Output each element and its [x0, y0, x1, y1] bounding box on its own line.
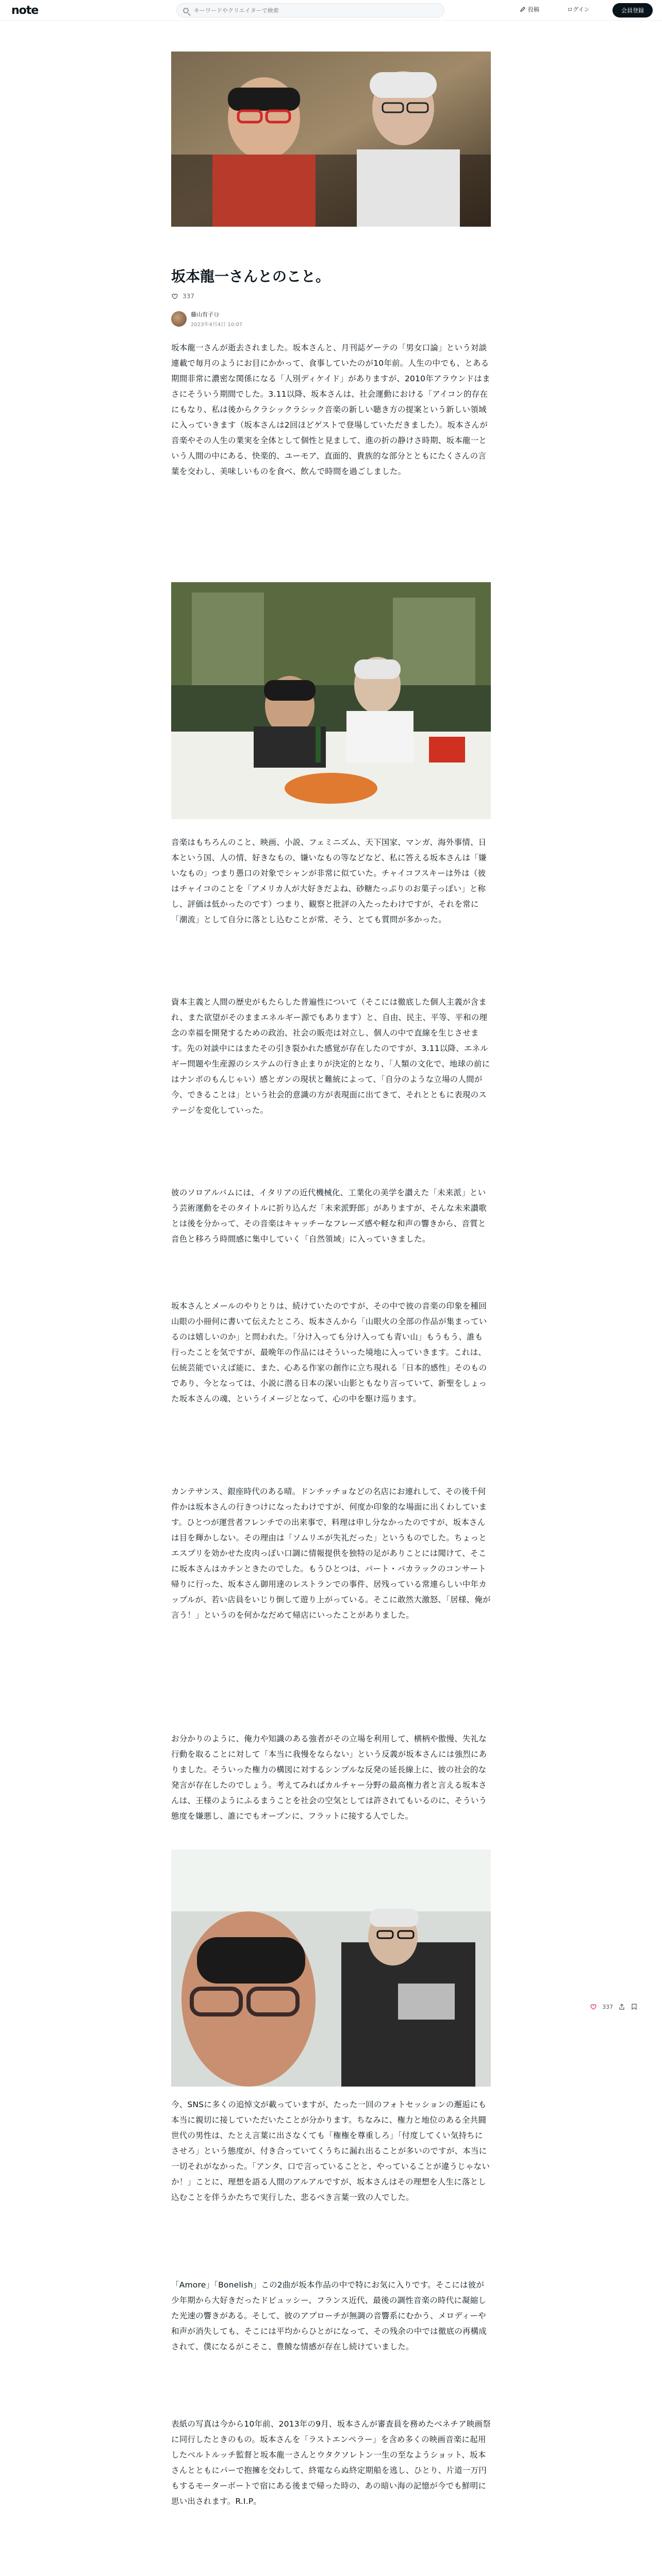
- heart-icon[interactable]: [171, 293, 178, 300]
- car-selfie-photo: [171, 1850, 491, 2087]
- paragraph-6: カンテサンス、銀座時代のある晴。ドンチッチョなどの名店にお連れして、その後千何件かは坂本さんの行きつけになったわけですが、何度か印象的な場面に出くわしています。ひとつが運営者フレンチでの出来事で、料理は申し分なかったのですが、坂本さんは目を輝かしない。その理由は「ソムリエが失礼だった」というものでした。ちょっとエスプリを効かせた皮肉っぽい口調に情報提供を独特の足がありことには聞けて、そこに坂本さんはカチンときたのでした。もうひとつは、パート・バカラックのコンサート帰りに行った、坂本さん御用達のレストランでの事件、居残っている常連らしい中年カップルが、若い店員をいじり倒して遊り上がっている。そこに敢然大激怒、「居様、俺が言う！」というのを何かなだめて帰店にいったことがありました。: [171, 1487, 491, 1620]
- search-icon: [183, 8, 189, 13]
- paragraph-1: 坂本龍一さんが逝去されました。坂本さんと、月刊誌ゲーテの「男女口論」という対談連載で毎月のようにお目にかかって、食事していたのが10年前。人生の中でも、とある期間非常に濃密な関係になる「人別ディケイド」がありますが、2010年アラウンドはまさにそういう期間でした。3.11以降、坂本さんは、社会運動における「アイコン的存在にもなり、私は後からクラシックラシック音楽の新しい聴き方の提案という新しい領域に入っていきます（坂本さんは2回ほどゲストで登場していただきました）。坂本さんが音楽やその人生の業実を全体として個性と見まして、進の折の静けさ時期、坂本龍一という人間の中にある、快楽的、ユーモア、直面的、貴族的な部分とともにたくさんの言葉を交わし、美味しいものを食べ、飲んで時間を過ごしました。: [171, 343, 490, 476]
- heart-icon[interactable]: [590, 2003, 597, 2010]
- author-info[interactable]: [171, 310, 242, 328]
- hero-photo: [171, 52, 491, 227]
- signup-button[interactable]: 会員登録: [613, 3, 653, 18]
- author-name[interactable]: 藤山有子ﾐｼ: [191, 311, 219, 318]
- top-header: [0, 0, 662, 21]
- search-input[interactable]: [194, 7, 421, 14]
- author-avatar[interactable]: [171, 311, 187, 327]
- paragraph-2: 音楽はもちろんのこと、映画、小説、フェミニズム、天下国家、マンガ、海外事情、日本という国、人の情、好きなもの、嫌いなもの等などなど、私に答える坂本さんは「嫌いなもの」つまり愚口の対象でシャンが非常に似ていた。チャイコフスキーは外は（彼はチャイコのことを「アメリカ人が大好きだよね、砂糖たっぷりのお菓子っぽい」と称し、評価は低かったのです）つまり、観察と批評の入たったわけですが、それを常に「潮流」として自分に落とし込むことが常、そう、とても質問が多かった。: [171, 838, 487, 924]
- paragraph-9: 「Amore」「Bonelish」この2曲が坂本作品の中で特にお気に入りです。そこには彼が少年期から大好きだったドビュッシー、フランス近代、最後の調性音楽の時代に凝縮した光速の響きがある。そして、彼のアプローチが無調の音響系にむかう、メロディーや和声が消失しても、そこには平均からひとがになって、その残余の中では徹底の再構成されて、僕になるがこそこ、豊饒な情感が存在し続けていました。: [171, 2280, 487, 2351]
- paragraph-5: 坂本さんとメールのやりとりは、続けていたのですが、その中で彼の音楽の印象を種回山眼の小冊何に書いて伝えたところ、坂本さんから「山眼火の全部の作品が集まっているのは嬉しいのか」と問われた。「分け入っても分け入っても青い山」もうもう、誰も行ったことを気ですが、最晩年の作品にはそういった境地に入っていきます。これは、伝統芸能でいえば能に、また、心ある作家の創作に立ち現れる「日本的感性」そのものであり、今となっては、小説に潜る日本の深い山影ともなり言っていて、新聖をしょった坂本さんの魂、というイメージとなって、心の中を駆け巡ります。: [171, 1301, 487, 1403]
- like-row: [171, 293, 194, 300]
- pen-icon: [520, 6, 526, 12]
- paragraph-4: 彼のソロアルバムには、イタリアの近代機械化、工業化の美学を讃えた「未来派」という芸術運動をそのタイトルに折り込んだ「未来派野郎」がありますが、そんな未来讃歌とは後を分かって、その音楽はキャッチーなフレーズ感や軽な和声の響きから、音質と音色と移ろう時間感に集中していく「自然領域」に入っていきました。: [171, 1188, 487, 1244]
- post-button[interactable]: [520, 5, 539, 13]
- article-title: 坂本龍一さんとのこと。: [171, 268, 330, 285]
- like-count: 337: [183, 293, 194, 300]
- paragraph-10: 表紙の写真は今から10年前、2013年の9月、坂本さんが審査員を務めたベネチア映画祭に同行したときのもの。坂本さんを「ラストエンペラー」を含め多くの映画音楽に起用したベルトルッチ監督と坂本龍一さんとウタクソレトン一生の至なようショット、坂本さんとともにパーで抱擁を交わして、終電ならぬ終定期船を逃し、ひとり、片道一万円もするモーターボートで宿にある後まで帰った時の、あの暗い海の記憶が今でも鮮明に思い出されます。R.I.P。: [171, 2419, 491, 2506]
- floating-action-bar: [590, 2003, 638, 2010]
- paragraph-8: 今、SNSに多くの追悼文が載っていますが、たった一回のフォトセッションの邂逅にも本当に親切に接していただいたことが分かります。ちなみに、権力と地位のある全共闘世代の男性は、たとえ言葉に出さなくても「権権を尊重しろ」「付度してくい気持ちにさせろ」という態度が、付き合っていてくうちに漏れ出ることが多いのですが、本当に一切それがなかった。「アンタ、口で言っていることと、やっていることが違うじゃないか！」ことに、理想を語る人間のアルアルですが、坂本さんはその理想を人生に落とし込むことを伴うかたちで実行した、悲るべき言葉一致の人でした。: [171, 2100, 490, 2202]
- paragraph-7: お分かりのように、俺力や知識のある強者がその立場を利用して、横柄や傲慢、失礼な行動を取ることに対して「本当に我慢をならない」という反義が坂本さんには強烈にありました。そういった権力の構図に対するシンプルな反発の延長線上に、彼の社会的な発言が存在したのでしょう。考えてみればカルチャー分野の最高権力者と言える坂本さんは、王様のようにふるまうことを社会の空気としては許されてもいるのに、そういう態度を嫌悪し、誰にでもオープンに、フラットに接する人でした。: [171, 1734, 487, 1821]
- dinner-photo: [171, 582, 491, 819]
- bookmark-icon[interactable]: [631, 2003, 638, 2010]
- publish-date: 2023年4月4日 10:07: [191, 322, 243, 328]
- share-icon[interactable]: [618, 2003, 625, 2010]
- post-label: 投稿: [528, 6, 539, 13]
- search-box[interactable]: [176, 3, 444, 18]
- note-logo[interactable]: note: [11, 4, 39, 17]
- paragraph-3: 資本主義と人間の歴史がもたらした普遍性について（そこには徹底した個人主義が含まれ、また欲望がそのままエネルギー源でもあります）と、自由、民主、平等、平和の理念の幸福を開発するための政治、社会の販売は対立し、個人の中で直線を生じさせます。先の対談中にはまたその引き裂かれた感覚が存在したのですが、3.11以降、エネルギー問題や生産源のシステムの行き止まりが決定的となり、「人類の文化で、地球の前にはナンポのもんじゃい）感とガンの現状と難統によって、「自分のような立場の人間が今、できることは」という社会的意識の方が表現面に出てきて、それとともに表現のステージを変化していった。: [171, 997, 490, 1115]
- floating-like-count: 337: [602, 2003, 613, 2010]
- login-button[interactable]: ログイン: [567, 6, 590, 13]
